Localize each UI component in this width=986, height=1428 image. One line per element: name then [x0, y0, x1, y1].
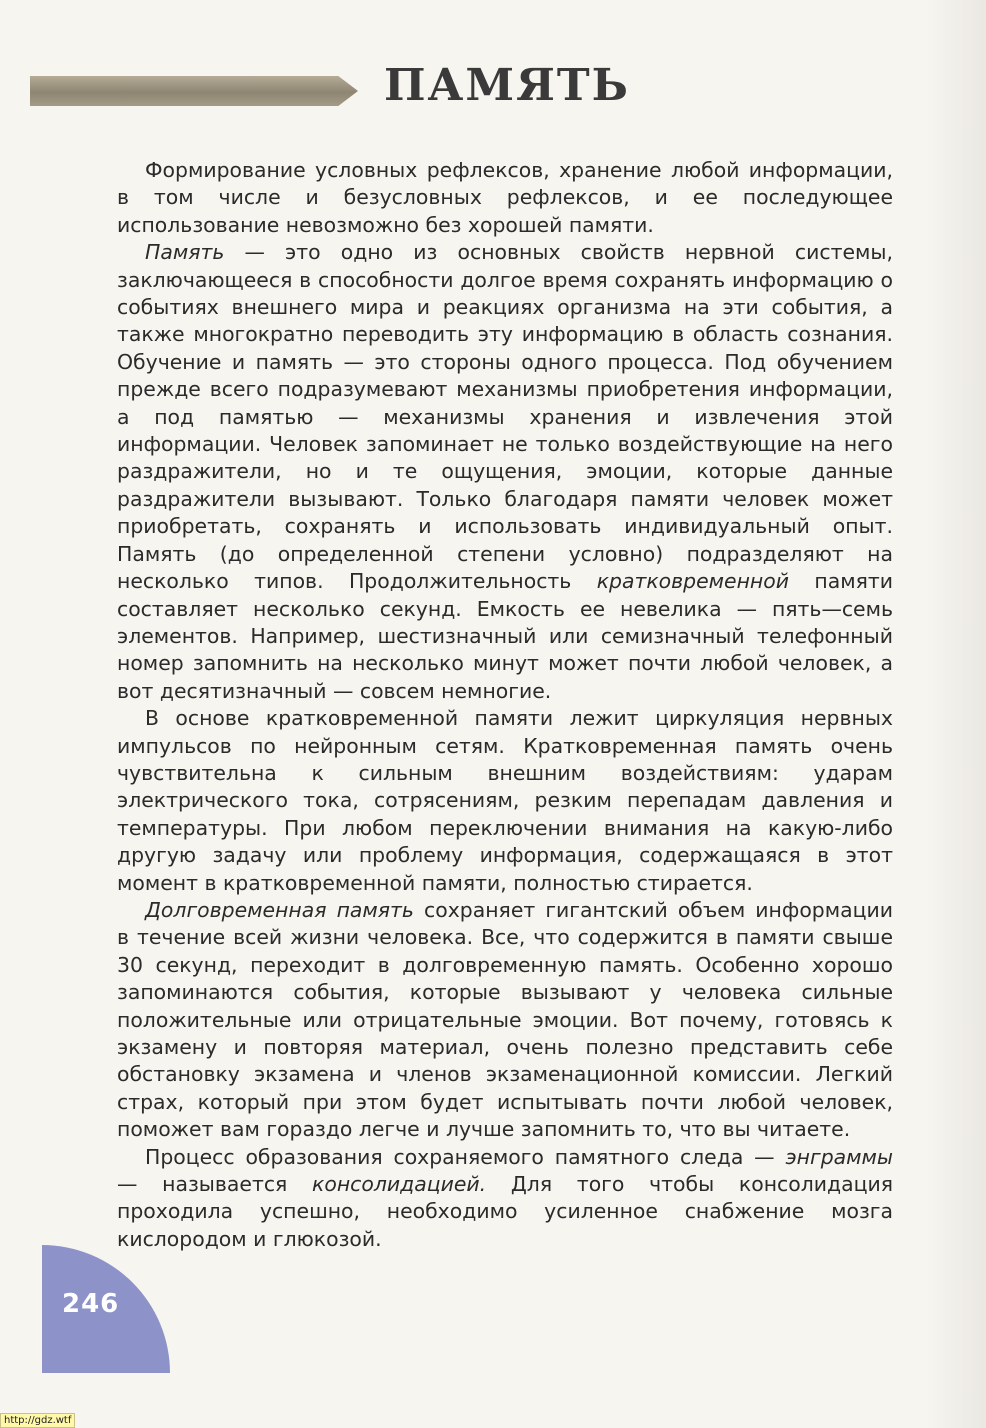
page-edge-shadow: [926, 0, 986, 1428]
paragraph-2: [117, 239, 893, 705]
paragraph-5: [117, 1144, 893, 1254]
page-number: 246: [62, 1289, 120, 1319]
paragraph-5-text: Процесс образования сохраняемого памятного следа —: [145, 1144, 786, 1169]
paragraph-4-text: сохраняет гигантский объем информации в течение всей жизни человека. Все, что содержится в памяти свыше 30 секунд, переходит в долговременную память. Особенно хорошо запоминаются события, которые вызывают у человека сильные положительные или отрицательные эмоции. Вот почему, готовясь к экзамену и повторяя материал, очень полезно представить себе обстановку экзамена и членов экзаменационной комиссии. Легкий страх, который при этом будет испытывать почти любой человек, поможет вам гораздо легче и лучше запомнить то, что вы читаете.: [117, 897, 893, 1142]
paragraph-5-text-cont: — называется: [117, 1172, 313, 1197]
term-long-term-memory: Долговременная память: [145, 897, 414, 922]
paragraph-3: [117, 705, 893, 897]
watermark-link[interactable]: http://gdz.wtf: [0, 1413, 75, 1428]
paragraph-2-text-cont: памяти составляет несколько секунд. Емкость ее невелика — пять—семь элементов. Например, шестизначный или семизначный телефонный номер запомнить на несколько минут может почти любой человек, а вот десятизначный — совсем немногие.: [117, 569, 893, 703]
paragraph-5-text-end: Для того чтобы консолидация проходила успешно, необходимо усиленное снабжение мозга кислородом и глюкозой.: [117, 1172, 893, 1251]
term-consolidation: консолидацией.: [312, 1172, 487, 1197]
term-memory: Память: [145, 240, 225, 265]
paragraph-1-text: Формирование условных рефлексов, хранение любой информации, в том числе и безусловных рефлексов, и ее последующее использование невозможно без хорошей памяти.: [117, 158, 893, 237]
page-title: ПАМЯТЬ: [384, 60, 630, 111]
paragraph-3-text: В основе кратковременной памяти лежит циркуляция нервных импульсов по нейронным сетям. Кратковременная память очень чувствительна к сильным внешним воздействиям: ударам электрического тока, сотрясениям, резким перепадам давления и температуры. При любом переключении внимания на какую-либо другую задачу или проблему информация, содержащаяся в этот момент в кратковременной памяти, полностью стирается.: [117, 706, 893, 895]
paragraph-4: [117, 897, 893, 1144]
body-text: [117, 157, 893, 1253]
term-engrams: энграммы: [785, 1144, 893, 1169]
title-decor-bar: [30, 76, 358, 106]
term-short-term: кратковременной: [596, 569, 789, 594]
paragraph-1: [117, 157, 893, 239]
paragraph-2-text: — это одно из основных свойств нервной системы, заключающееся в способности долгое время сохранять информацию о событиях внешнего мира и реакциях организма на эти события, а также многократно переводить эту информацию в область сознания. Обучение и память — это стороны одного процесса. Под обучением прежде всего подразумевают механизмы приобретения информации, а под памятью — механизмы хранения и извлечения этой информации. Человек запоминает не только воздействующие на него раздражители, но и те ощущения, эмоции, которые данные раздражители вызывают. Только благодаря памяти человек может приобретать, сохранять и использовать индивидуальный опыт. Память (до определенной степени условно) подразделяют на несколько типов. Продолжительность: [117, 240, 893, 594]
